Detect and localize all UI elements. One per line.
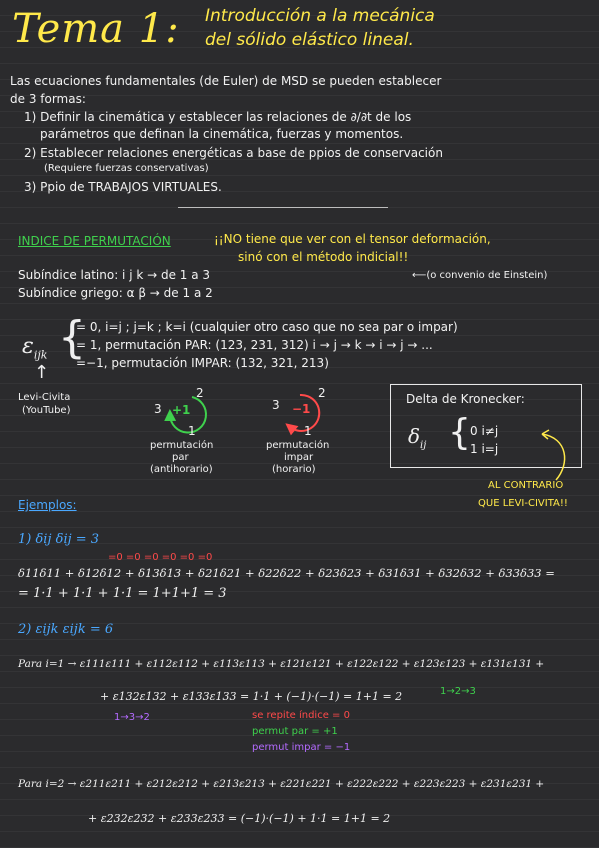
par-node-3: 3 [154,402,162,416]
example-1-result: = 1·1 + 1·1 + 1·1 = 1+1+1 = 3 [18,586,227,601]
cases-brace: { [58,312,86,363]
einstein-note: ⟵(o convenio de Einstein) [412,270,548,281]
par-label-3: (antihorario) [150,464,213,475]
kronecker-title: Delta de Kronecker: [406,392,525,406]
greek-subscript: Subíndice griego: α β → de 1 a 2 [18,286,213,300]
legend-even-permutation: permut par = +1 [252,726,338,737]
example-2-i2-result: + ε232ε232 + ε233ε233 = (−1)·(−1) + 1·1 = 1+1 = 2 [88,812,391,825]
intro-item-2a: 2) Establecer relaciones energéticas a base de ppios de conservación [24,146,443,160]
title-subtitle-line-2: del sólido elástico lineal. [205,30,414,50]
permutation-note-2: sinó con el método indicial!! [238,250,409,264]
intro-line-1: Las ecuaciones fundamentales (de Euler) de MSD se pueden establecer [10,74,442,88]
intro-line-2: de 3 formas: [10,92,86,106]
example-1-zero-marks: =0 =0 =0 =0 =0 =0 [108,552,213,563]
example-2-title: 2) εijk εijk = 6 [18,622,114,637]
sequence-132: 1→3→2 [114,712,150,723]
arrow-up-icon: ↑ [34,362,50,383]
par-node-2: 2 [196,386,204,400]
intro-item-1b: parámetros que definan la cinemática, fuerzas y momentos. [40,127,404,141]
par-node-1: 1 [188,424,196,438]
eps-case-zero: = 0, i=j ; j=k ; k=i (cualquier otro caso que no sea par o impar) [76,320,458,334]
kronecker-brace: { [448,412,471,453]
arrow-curved-icon [536,424,576,482]
page-title: Tema 1: [12,6,180,52]
permutation-heading: INDICE DE PERMUTACIÓN [18,234,171,248]
kronecker-symbol: $\delta_{ij}$ [408,424,427,451]
epsilon-symbol: $\varepsilon_{ijk}$ [22,334,48,362]
impar-sign: −1 [292,402,311,416]
intro-item-2b: (Requiere fuerzas conservativas) [44,163,209,174]
examples-heading: Ejemplos: [18,498,77,512]
impar-label-3: (horario) [272,464,316,475]
impar-node-1: 1 [304,424,312,438]
eps-case-plus-one: = 1, permutación PAR: (123, 231, 312) i → j → k → i → j → ... [76,338,433,352]
intro-item-3: 3) Ppio de TRABAJOS VIRTUALES. [24,180,222,194]
latin-subscript: Subíndice latino: i j k → de 1 a 3 [18,268,211,282]
legend-odd-permutation: permut impar = −1 [252,742,351,753]
par-label-2: par [172,452,189,463]
levi-civita-label: Levi-Civita [18,392,71,403]
levi-civita-source: (YouTube) [22,405,71,416]
example-2-i1-expansion: Para i=1 → ε111ε111 + ε112ε112 + ε113ε113 + ε121ε121 + ε122ε122 + ε123ε123 + ε131ε131 + [18,658,545,670]
example-2-i2-expansion: Para i=2 → ε211ε211 + ε212ε212 + ε213ε213 + ε221ε221 + ε222ε222 + ε223ε223 + ε231ε231 + [18,778,545,790]
kronecker-case-0: 0 i≠j [470,424,499,438]
sequence-123: 1→2→3 [440,686,476,697]
impar-label-1: permutación [266,440,330,451]
impar-node-3: 3 [272,398,280,412]
divider [178,207,388,208]
kronecker-case-1: 1 i=j [470,442,499,456]
example-1-title: 1) δij δij = 3 [18,532,100,547]
impar-label-2: impar [284,452,314,463]
legend-repeat-index: se repite índice = 0 [252,710,350,721]
permutation-note-1: ¡¡NO tiene que ver con el tensor deformación, [214,232,491,246]
par-label-1: permutación [150,440,214,451]
example-1-expansion: δ11δ11 + δ12δ12 + δ13δ13 + δ21δ21 + δ22δ22 + δ23δ23 + δ31δ31 + δ32δ32 + δ33δ33 = [18,566,555,580]
eps-case-minus-one: =−1, permutación IMPAR: (132, 321, 213) [76,356,329,370]
intro-item-1a: 1) Definir la cinemática y establecer las relaciones de ∂/∂t de los [24,110,412,124]
contrary-note-2: QUE LEVI-CIVITA!! [478,498,568,509]
par-sign: +1 [172,403,191,417]
title-subtitle-line-1: Introducción a la mecánica [205,6,435,26]
impar-node-2: 2 [318,386,326,400]
example-2-i1-result: + ε132ε132 + ε133ε133 = 1·1 + (−1)·(−1) = 1+1 = 2 [100,690,403,703]
contrary-note-1: AL CONTRARIO [488,480,564,491]
